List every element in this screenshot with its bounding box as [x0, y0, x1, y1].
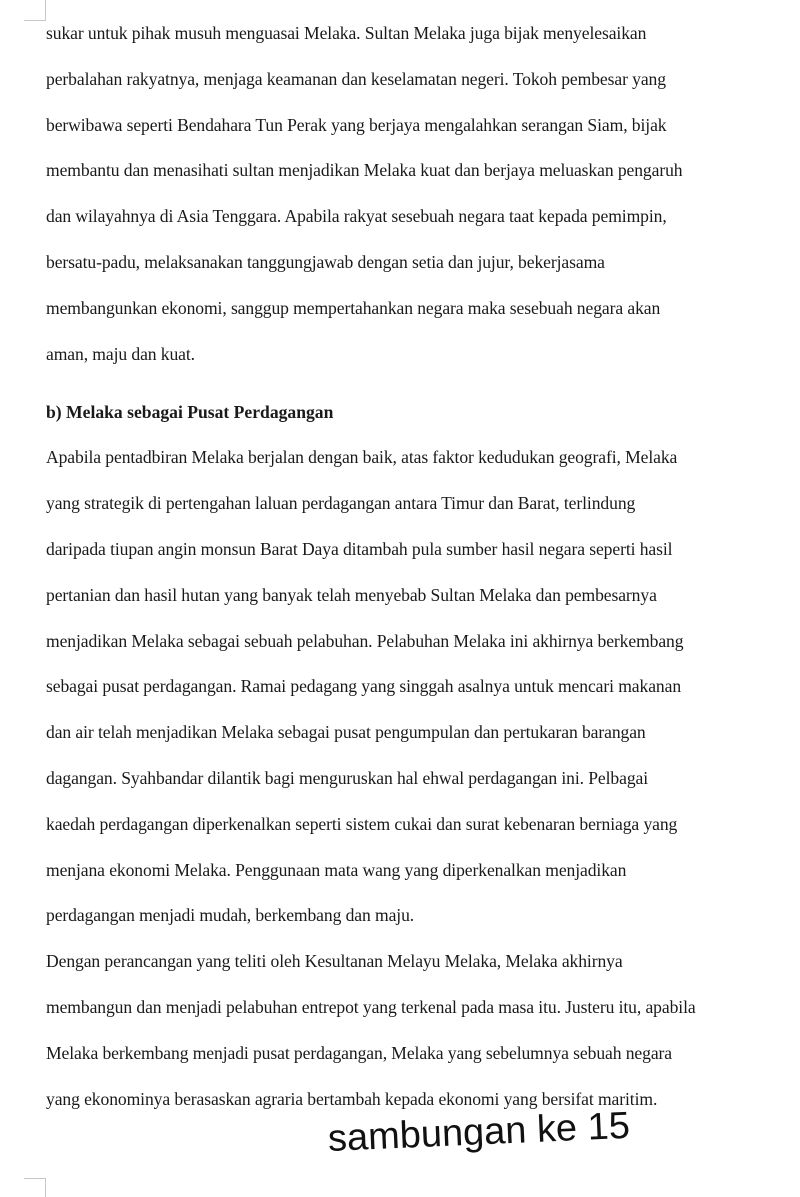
- text-line: menjadikan Melaka sebagai sebuah pelabuhan. Pelabuhan Melaka ini akhirnya berkembang: [46, 630, 684, 651]
- crop-mark-top-left-h: [24, 20, 46, 21]
- crop-mark-bottom-left-h: [24, 1178, 46, 1179]
- text-line: berwibawa seperti Bendahara Tun Perak yang berjaya mengalahkan serangan Siam, bijak: [46, 114, 667, 135]
- text-line: bersatu-padu, melaksanakan tanggungjawab dengan setia dan jujur, bekerjasama: [46, 251, 605, 272]
- text-line: pertanian dan hasil hutan yang banyak telah menyebab Sultan Melaka dan pembesarnya: [46, 584, 657, 605]
- crop-mark-bottom-left-v: [45, 1178, 46, 1197]
- text-line: membangun dan menjadi pelabuhan entrepot yang terkenal pada masa itu. Justeru itu, apabila: [46, 996, 696, 1017]
- paragraph-2: [46, 435, 796, 939]
- text-line: dan air telah menjadikan Melaka sebagai pusat pengumpulan dan pertukaran barangan: [46, 722, 646, 743]
- document-body: [46, 11, 796, 1122]
- text-line: kaedah perdagangan diperkenalkan seperti sistem cukai dan surat kebenaran berniaga yang: [46, 813, 678, 834]
- section-heading: b) Melaka sebagai Pusat Perdagangan: [46, 402, 334, 423]
- text-line: perbalahan rakyatnya, menjaga keamanan dan keselamatan negeri. Tokoh pembesar yang: [46, 68, 666, 89]
- text-line: Melaka berkembang menjadi pusat perdagangan, Melaka yang sebelumnya sebuah negara: [46, 1042, 673, 1063]
- text-line: membantu dan menasihati sultan menjadikan Melaka kuat dan berjaya meluaskan pengaruh: [46, 160, 683, 181]
- text-line: perdagangan menjadi mudah, berkembang dan maju.: [46, 905, 415, 926]
- text-line: sukar untuk pihak musuh menguasai Melaka. Sultan Melaka juga bijak menyelesaikan: [46, 23, 647, 43]
- text-line: Dengan perancangan yang teliti oleh Kesultanan Melayu Melaka, Melaka akhirnya: [46, 951, 623, 972]
- handwritten-continuation-note: sambungan ke 15: [327, 1104, 631, 1160]
- text-line: yang strategik di pertengahan laluan perdagangan antara Timur dan Barat, terlindung: [46, 493, 636, 514]
- text-line: dan wilayahnya di Asia Tenggara. Apabila rakyat sesebuah negara taat kepada pemimpin,: [46, 206, 667, 227]
- text-line: membangunkan ekonomi, sanggup mempertahankan negara maka sesebuah negara akan: [46, 297, 661, 318]
- text-line: daripada tiupan angin monsun Barat Daya ditambah pula sumber hasil negara seperti hasil: [46, 538, 673, 559]
- text-line: sebagai pusat perdagangan. Ramai pedagang yang singgah asalnya untuk mencari makanan: [46, 676, 682, 697]
- paragraph-1: [46, 11, 796, 377]
- text-line: yang ekonominya berasaskan agraria bertambah kepada ekonomi yang bersifat maritim.: [46, 1088, 658, 1109]
- paragraph-3: [46, 939, 796, 1122]
- text-line: Apabila pentadbiran Melaka berjalan dengan baik, atas faktor kedudukan geografi, Melaka: [46, 447, 678, 468]
- text-line: menjana ekonomi Melaka. Penggunaan mata wang yang diperkenalkan menjadikan: [46, 859, 627, 880]
- text-line: aman, maju dan kuat.: [46, 343, 195, 364]
- text-line: dagangan. Syahbandar dilantik bagi menguruskan hal ehwal perdagangan ini. Pelbagai: [46, 767, 649, 788]
